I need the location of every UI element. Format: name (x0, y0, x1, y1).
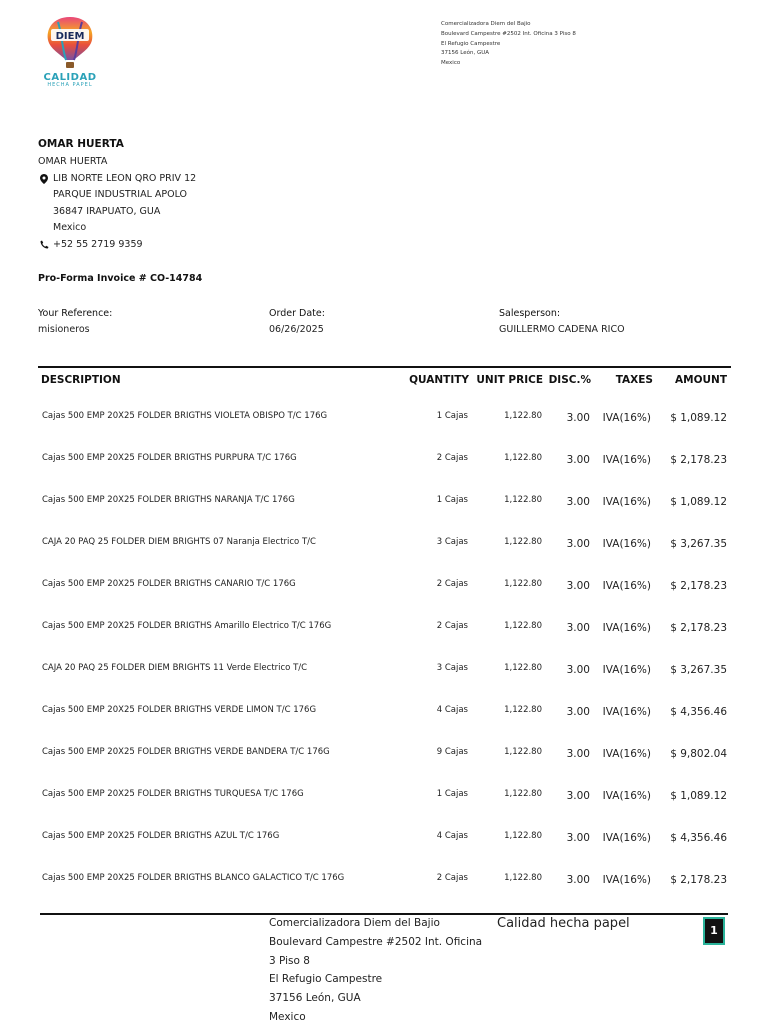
cell-description: Cajas 500 EMP 20X25 FOLDER BRIGTHS NARANJA T/C 176G (42, 495, 295, 505)
table-row (38, 602, 731, 644)
customer-address-line: 36847 IRAPUATO, GUA (53, 205, 161, 217)
cell-unit-price: 1,122.80 (504, 411, 542, 421)
cell-unit-price: 1,122.80 (504, 831, 542, 841)
cell-amount: $ 3,267.35 (670, 538, 727, 550)
logo-brand-text: DIEM (55, 31, 85, 42)
table-row (38, 686, 731, 728)
cell-amount: $ 1,089.12 (670, 790, 727, 802)
cell-quantity: 2 Cajas (436, 621, 468, 631)
footer-address-line: 37156 León, GUA (269, 992, 361, 1005)
cell-description: Cajas 500 EMP 20X25 FOLDER BRIGTHS VIOLETA OBISPO T/C 176G (42, 411, 328, 421)
header-taxes: TAXES (615, 374, 653, 386)
cell-quantity: 3 Cajas (436, 663, 468, 673)
header-unit-price: UNIT PRICE (476, 374, 543, 386)
cell-description: Cajas 500 EMP 20X25 FOLDER BRIGTHS VERDE BANDERA T/C 176G (42, 747, 330, 757)
cell-taxes: IVA(16%) (602, 538, 651, 550)
cell-amount: $ 2,178.23 (670, 580, 727, 592)
cell-unit-price: 1,122.80 (504, 495, 542, 505)
cell-discount: 3.00 (566, 496, 590, 508)
cell-discount: 3.00 (566, 454, 590, 466)
cell-taxes: IVA(16%) (602, 706, 651, 718)
cell-amount: $ 1,089.12 (670, 496, 727, 508)
cell-amount: $ 2,178.23 (670, 622, 727, 634)
table-body (38, 392, 731, 896)
table-row (38, 644, 731, 686)
cell-quantity: 1 Cajas (436, 495, 468, 505)
header-amount: AMOUNT (675, 374, 727, 386)
company-logo (38, 14, 102, 90)
cell-quantity: 4 Cajas (436, 831, 468, 841)
cell-discount: 3.00 (566, 580, 590, 592)
cell-taxes: IVA(16%) (602, 622, 651, 634)
footer-tagline: Calidad hecha papel (497, 916, 630, 931)
cell-unit-price: 1,122.80 (504, 579, 542, 589)
cell-taxes: IVA(16%) (602, 748, 651, 760)
cell-unit-price: 1,122.80 (504, 873, 542, 883)
cell-quantity: 3 Cajas (436, 537, 468, 547)
table-row (38, 434, 731, 476)
footer-address-line: Comercializadora Diem del Bajio (269, 917, 440, 929)
cell-discount: 3.00 (566, 412, 590, 424)
cell-unit-price: 1,122.80 (504, 453, 542, 463)
salesperson-field (499, 308, 625, 335)
cell-description: CAJA 20 PAQ 25 FOLDER DIEM BRIGHTS 07 Naranja Electrico T/C (42, 537, 316, 547)
table-header-row (38, 368, 731, 392)
cell-quantity: 9 Cajas (436, 747, 468, 757)
footer-address-line: El Refugio Campestre (269, 973, 383, 986)
cell-amount: $ 9,802.04 (670, 748, 727, 760)
cell-taxes: IVA(16%) (602, 664, 651, 676)
cell-quantity: 1 Cajas (436, 789, 468, 799)
cell-quantity: 1 Cajas (436, 411, 468, 421)
cell-taxes: IVA(16%) (602, 832, 651, 844)
footer-address-line: Mexico (269, 1010, 306, 1023)
customer-name: OMAR HUERTA (38, 156, 108, 167)
cell-quantity: 2 Cajas (436, 579, 468, 589)
cell-amount: $ 1,089.12 (670, 412, 727, 424)
cell-unit-price: 1,122.80 (504, 621, 542, 631)
footer-address-line: Boulevard Campestre #2502 Int. Oficina (269, 935, 483, 948)
salesperson-value: GUILLERMO CADENA RICO (499, 324, 625, 335)
company-header-line: El Refugio Campestre (441, 40, 501, 47)
company-header-line: Comercializadora Diem del Bajio (441, 21, 531, 27)
cell-description: Cajas 500 EMP 20X25 FOLDER BRIGTHS AZUL T/C 176G (42, 831, 280, 841)
header-description: DESCRIPTION (41, 374, 121, 386)
customer-address-line (38, 171, 196, 188)
table-row (38, 518, 731, 560)
customer-name-heading: OMAR HUERTA (38, 138, 124, 150)
cell-amount: $ 2,178.23 (670, 874, 727, 886)
order-date-value: 06/26/2025 (269, 324, 324, 335)
customer-phone-line (38, 237, 196, 254)
cell-discount: 3.00 (566, 538, 590, 550)
document-title: Pro-Forma Invoice # CO-14784 (38, 273, 203, 284)
reference-value: misioneros (38, 324, 90, 335)
reference-field (38, 308, 112, 335)
cell-quantity: 2 Cajas (436, 453, 468, 463)
customer-address-block (38, 138, 196, 253)
cell-taxes: IVA(16%) (602, 790, 651, 802)
page-number-badge: 1 (703, 917, 725, 945)
customer-phone-text: +52 55 2719 9359 (53, 238, 143, 250)
table-row (38, 770, 731, 812)
cell-unit-price: 1,122.80 (504, 747, 542, 757)
customer-address-line: PARQUE INDUSTRIAL APOLO (53, 189, 188, 200)
cell-unit-price: 1,122.80 (504, 537, 542, 547)
logo-line-1: CALIDAD (43, 72, 97, 83)
cell-taxes: IVA(16%) (602, 496, 651, 508)
company-header-address (441, 20, 576, 69)
customer-address-text: LIB NORTE LEON QRO PRIV 12 (53, 172, 197, 184)
cell-description: Cajas 500 EMP 20X25 FOLDER BRIGTHS VERDE LIMON T/C 176G (42, 705, 317, 715)
cell-discount: 3.00 (566, 664, 590, 676)
cell-taxes: IVA(16%) (602, 874, 651, 886)
header-discount: DISC.% (548, 374, 591, 386)
cell-unit-price: 1,122.80 (504, 663, 542, 673)
cell-taxes: IVA(16%) (602, 412, 651, 424)
cell-description: Cajas 500 EMP 20X25 FOLDER BRIGTHS TURQUESA T/C 176G (42, 789, 304, 799)
phone-icon (40, 237, 49, 255)
cell-discount: 3.00 (566, 790, 590, 802)
cell-discount: 3.00 (566, 622, 590, 634)
cell-description: CAJA 20 PAQ 25 FOLDER DIEM BRIGHTS 11 Verde Electrico T/C (42, 663, 308, 673)
cell-description: Cajas 500 EMP 20X25 FOLDER BRIGTHS CANARIO T/C 176G (42, 579, 296, 589)
customer-address-line: Mexico (53, 222, 87, 233)
table-row (38, 560, 731, 602)
cell-discount: 3.00 (566, 748, 590, 760)
table-row (38, 812, 731, 854)
logo-line-2: HECHA PAPEL (47, 82, 93, 88)
cell-description: Cajas 500 EMP 20X25 FOLDER BRIGTHS PURPURA T/C 176G (42, 453, 297, 463)
hot-air-balloon-icon (38, 14, 102, 72)
cell-description: Cajas 500 EMP 20X25 FOLDER BRIGTHS BLANCO GALACTICO T/C 176G (42, 873, 345, 883)
cell-description: Cajas 500 EMP 20X25 FOLDER BRIGTHS Amarillo Electrico T/C 176G (42, 621, 332, 631)
cell-unit-price: 1,122.80 (504, 705, 542, 715)
cell-discount: 3.00 (566, 874, 590, 886)
footer-company-address (269, 914, 493, 1024)
cell-amount: $ 4,356.46 (670, 832, 727, 844)
line-items-table (38, 366, 731, 896)
cell-taxes: IVA(16%) (602, 580, 651, 592)
cell-taxes: IVA(16%) (602, 454, 651, 466)
table-row (38, 854, 731, 896)
cell-discount: 3.00 (566, 832, 590, 844)
salesperson-label: Salesperson: (499, 308, 561, 319)
company-header-line: Boulevard Campestre #2502 Int. Oficina 3 Piso 8 (441, 30, 576, 37)
cell-amount: $ 3,267.35 (670, 664, 727, 676)
order-date-label: Order Date: (269, 308, 325, 319)
cell-amount: $ 2,178.23 (670, 454, 727, 466)
company-header-line: 37156 León, GUA (441, 50, 489, 57)
header-quantity: QUANTITY (409, 374, 469, 386)
cell-unit-price: 1,122.80 (504, 789, 542, 799)
footer-address-line: 3 Piso 8 (269, 954, 310, 967)
cell-quantity: 4 Cajas (436, 705, 468, 715)
table-row (38, 728, 731, 770)
cell-discount: 3.00 (566, 706, 590, 718)
table-row (38, 476, 731, 518)
order-date-field (269, 308, 325, 335)
table-row (38, 392, 731, 434)
company-header-line: Mexico (441, 60, 461, 67)
reference-label: Your Reference: (38, 308, 113, 319)
cell-amount: $ 4,356.46 (670, 706, 727, 718)
cell-quantity: 2 Cajas (436, 873, 468, 883)
